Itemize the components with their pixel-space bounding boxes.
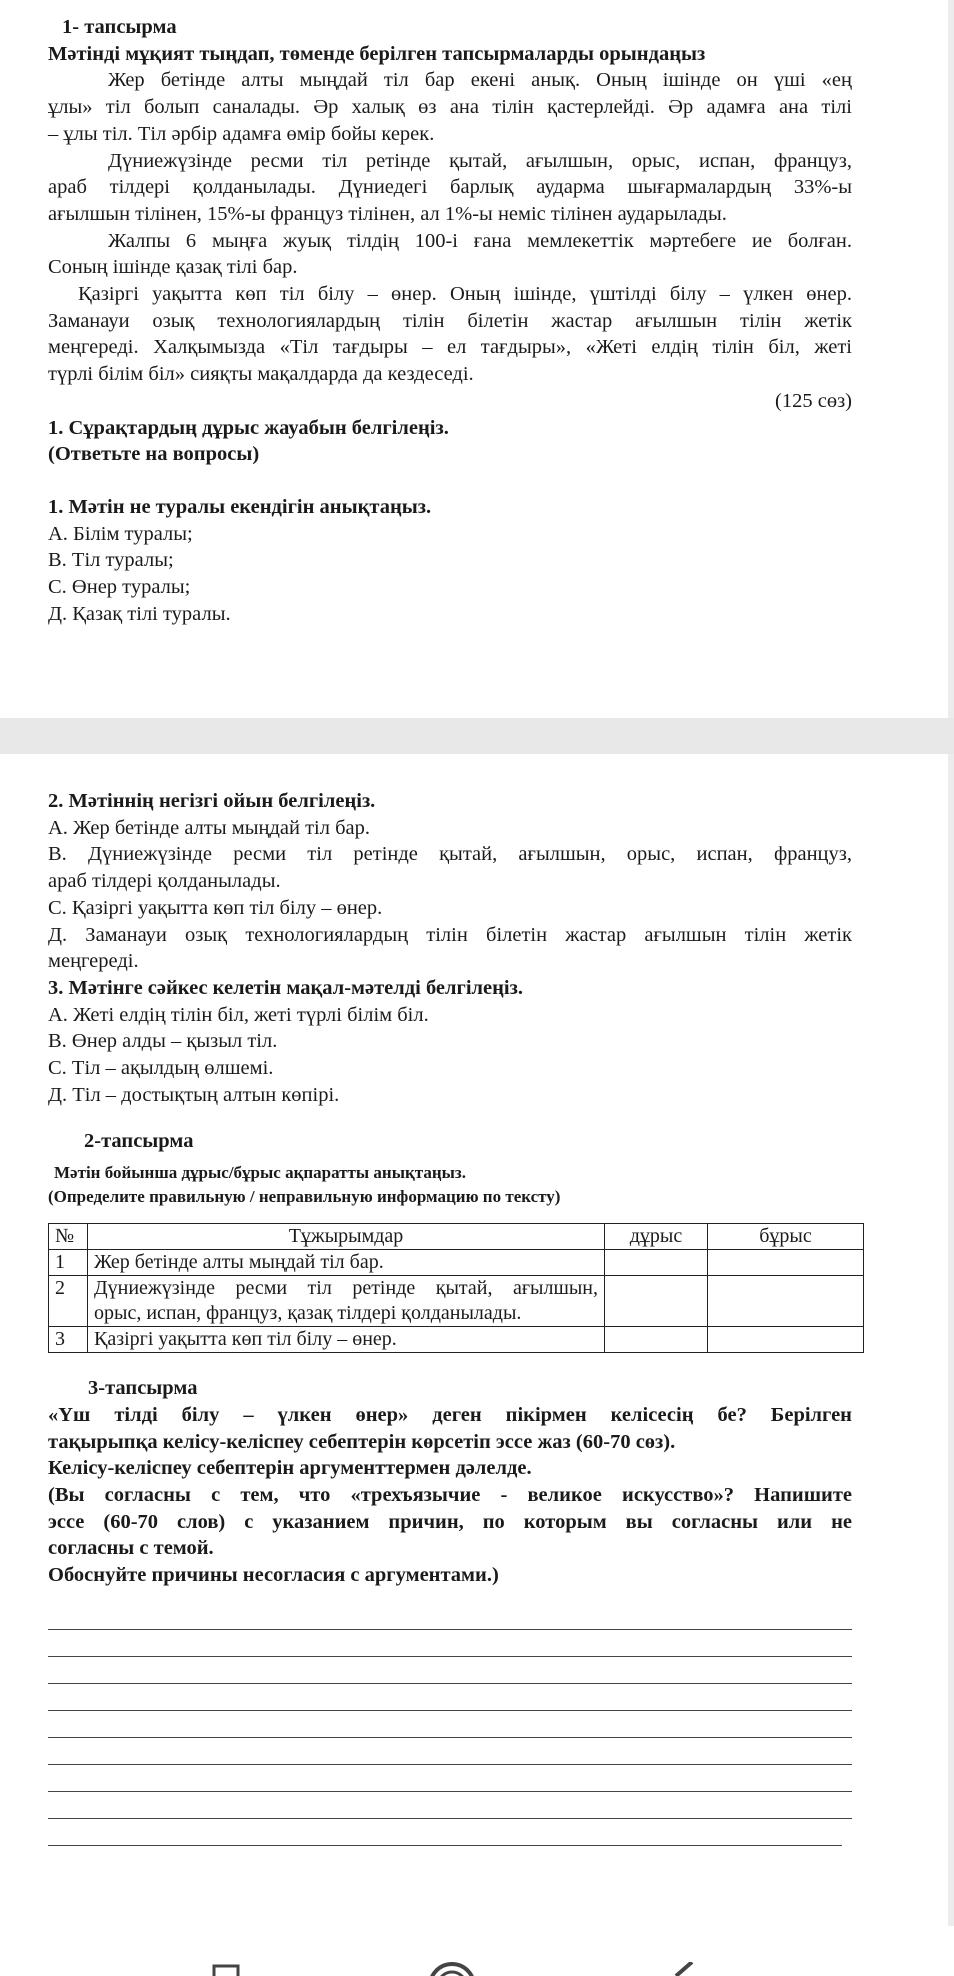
writing-line	[48, 1683, 852, 1684]
text-line: Дүниежүзінде ресми тіл ретінде қытай, ағылшын, орыс, испан, француз,	[108, 149, 852, 172]
bottom-navigation-bar	[0, 1926, 954, 1976]
writing-line	[48, 1656, 852, 1657]
back-icon[interactable]	[672, 1962, 696, 1976]
answer-option-cont: меңгереді.	[48, 950, 139, 973]
answer-option: А. Жер бетінде алты мыңдай тіл бар.	[48, 816, 371, 839]
section1-title: 1. Сұрақтардың дұрыс жауабын белгілеңіз.	[48, 416, 449, 439]
text-line: ағылшын тілінен, 15%-ы француз тілінен, ал 1%-ы неміс тілінен аударылады.	[48, 202, 727, 225]
writing-line	[48, 1710, 852, 1711]
page-edge-shadow	[948, 0, 954, 1976]
question-1: 1. Мәтін не туралы екендігін анықтаңыз.	[48, 495, 432, 518]
writing-line	[48, 1737, 852, 1738]
answer-option: С. Қазіргі уақытта көп тіл білу – өнер.	[48, 896, 383, 919]
page-separator	[0, 718, 954, 754]
row-number: 3	[49, 1327, 88, 1353]
table-row	[49, 1276, 864, 1327]
text-line: меңгереді. Халқымызда «Тіл тағдыры – ел тағдыры», «Жеті елдің тілін біл, жеті	[48, 336, 852, 359]
task2-instruction-ru: (Определите правильную / неправильную информацию по тексту)	[48, 1187, 561, 1207]
task3-line: тақырыпқа келісу-келіспеу себептерін көрсетіп эссе жаз (60-70 сөз).	[48, 1430, 676, 1453]
essay-writing-lines[interactable]	[48, 1629, 852, 1846]
answer-option: Д. Заманауи озық технологиялардың тілін білетін жастар ағылшын тілін жетік	[48, 923, 852, 946]
word-count: (125 сөз)	[775, 389, 852, 412]
answer-option: В. Тіл туралы;	[48, 549, 174, 572]
col-header-false: бұрыс	[708, 1224, 864, 1250]
writing-line	[48, 1629, 852, 1630]
row-statement-line: Дүниежүзінде ресми тіл ретінде қытай, ағылшын,	[94, 1277, 598, 1300]
task3-line: согласны с темой.	[48, 1537, 214, 1560]
text-line: Соның ішінде қазақ тілі бар.	[48, 256, 298, 279]
answer-option: В. Дүниежүзінде ресми тіл ретінде қытай, ағылшын, орыс, испан, француз,	[48, 843, 852, 866]
row-statement: Жер бетінде алты мыңдай тіл бар.	[88, 1250, 605, 1276]
answer-option-cont: араб тілдері қолданылады.	[48, 870, 281, 893]
text-line: ұлы» тіл болып саналады. Әр халық өз ана тілін қастерлейді. Әр адамға ана тілі	[48, 96, 852, 119]
text-line: – ұлы тіл. Тіл әрбір адамға өмір бойы керек.	[48, 122, 435, 145]
section1-title-ru: (Ответьте на вопросы)	[48, 443, 260, 466]
text-line: түрлі білім біл» сияқты мақалдарда да кездеседі.	[48, 363, 474, 386]
answer-option: В. Өнер алды – қызыл тіл.	[48, 1030, 278, 1053]
answer-option: С. Өнер туралы;	[48, 576, 191, 599]
col-header-true: дұрыс	[605, 1224, 708, 1250]
answer-option: Д. Қазақ тілі туралы.	[48, 602, 231, 625]
table-header-row	[49, 1224, 864, 1250]
task3-line: (Вы согласны с тем, что «трехъязычие - великое искусство»? Напишите	[48, 1483, 852, 1506]
task3-line: эссе (60-70 слов) с указанием причин, по которым вы согласны или не	[48, 1510, 852, 1533]
recent-apps-icon[interactable]	[210, 1962, 242, 1976]
writing-line	[48, 1791, 852, 1792]
text-line: Жер бетінде алты мыңдай тіл бар екені анық. Оның ішінде он үші «ең	[108, 69, 852, 92]
writing-line	[48, 1764, 852, 1765]
row-number: 2	[49, 1276, 88, 1327]
answer-option: Д. Тіл – достықтың алтын көпірі.	[48, 1083, 340, 1106]
answer-option: А. Жеті елдің тілін біл, жеті түрлі білім біл.	[48, 1003, 429, 1026]
table-row	[49, 1250, 864, 1276]
answer-option: С. Тіл – ақылдың өлшемі.	[48, 1057, 274, 1080]
true-cell[interactable]	[605, 1276, 708, 1327]
true-cell[interactable]	[605, 1250, 708, 1276]
question-3: 3. Мәтінге сәйкес келетін мақал-мәтелді белгілеңіз.	[48, 976, 523, 999]
row-statement: Қазіргі уақытта көп тіл білу – өнер.	[88, 1327, 605, 1353]
task3-heading: 3-тапсырма	[88, 1377, 198, 1400]
home-icon[interactable]	[424, 1956, 480, 1976]
table-row	[49, 1327, 864, 1353]
row-statement-line: орыс, испан, француз, қазақ тілдері қолданылады.	[94, 1302, 522, 1325]
writing-line	[48, 1818, 852, 1819]
text-line: араб тілдері қолданылады. Дүниедегі барлық аударма шығармалардың 33%-ы	[48, 176, 852, 199]
question-2: 2. Мәтіннің негізгі ойын белгілеңіз.	[48, 790, 376, 812]
task2-heading: 2-тапсырма	[84, 1130, 194, 1153]
document-page-1	[0, 0, 948, 718]
col-header-number: №	[49, 1224, 88, 1250]
false-cell[interactable]	[708, 1327, 864, 1353]
true-cell[interactable]	[605, 1327, 708, 1353]
answer-option: А. Білім туралы;	[48, 522, 193, 545]
document-page-2	[0, 754, 948, 1926]
row-number: 1	[49, 1250, 88, 1276]
task2-instruction: Мәтін бойынша дұрыс/бұрыс ақпаратты анықтаңыз.	[54, 1163, 466, 1183]
task3-line: Обоснуйте причины несогласия с аргументами.)	[48, 1564, 499, 1587]
writing-line	[48, 1845, 842, 1846]
false-cell[interactable]	[708, 1276, 864, 1327]
text-line: Қазіргі уақытта көп тіл білу – өнер. Оның ішінде, үштілді білу – үлкен өнер.	[78, 283, 852, 306]
true-false-table	[48, 1223, 864, 1353]
task3-line: Келісу-келіспеу себептерін аргументтермен дәлелде.	[48, 1457, 532, 1480]
reading-text	[48, 67, 852, 387]
row-statement	[88, 1276, 605, 1327]
task1-heading: 1- тапсырма	[62, 16, 177, 38]
text-line: Жалпы 6 мыңға жуық тілдің 100-і ғана мемлекеттік мәртебеге ие болған.	[108, 229, 852, 252]
task3-line: «Үш тілді білу – үлкен өнер» деген пікірмен келісесің бе? Берілген	[48, 1403, 852, 1426]
false-cell[interactable]	[708, 1250, 864, 1276]
col-header-statements: Тұжырымдар	[88, 1224, 605, 1250]
task1-instruction: Мәтінді мұқият тыңдап, төменде берілген тапсырмаларды орындаңыз	[48, 42, 706, 65]
text-line: Заманауи озық технологиялардың тілін білетін жастар ағылшын тілін жетік	[48, 309, 852, 332]
